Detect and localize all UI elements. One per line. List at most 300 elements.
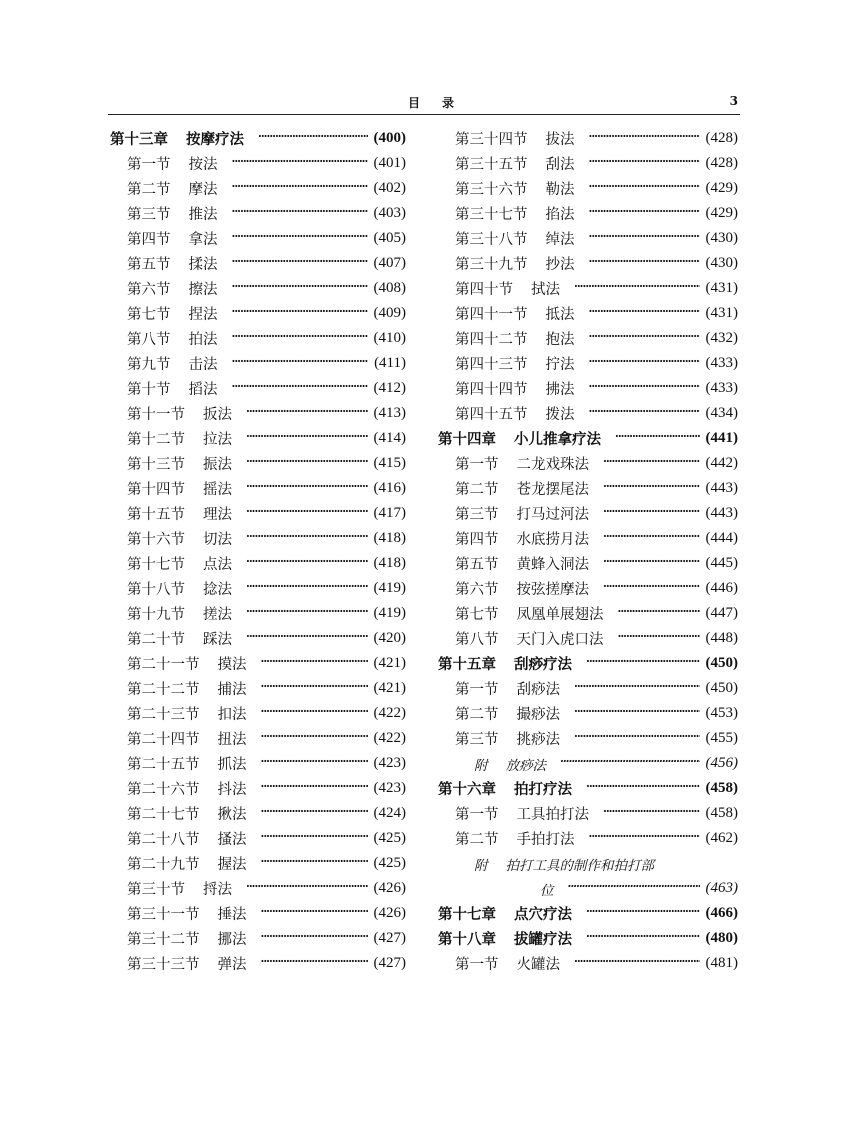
entry-page: (408) (373, 280, 406, 296)
entry-number: 第三十九节 (455, 257, 528, 273)
entry-page: (422) (373, 705, 406, 721)
toc-entry-section[interactable] (110, 151, 406, 176)
dot-leader (261, 707, 368, 721)
dot-leader (603, 457, 700, 471)
entry-title: 拔罐疗法 (514, 931, 572, 948)
entry-number: 第六节 (455, 582, 499, 598)
entry-number: 第八节 (127, 332, 171, 348)
dot-leader (574, 957, 700, 971)
toc-entry-section[interactable] (110, 276, 406, 301)
dot-leader (261, 807, 368, 821)
entry-page: (458) (705, 780, 738, 796)
entry-number: 第四十节 (455, 282, 513, 298)
toc-entry-section[interactable] (438, 676, 738, 701)
entry-title: 拧法 (545, 357, 575, 373)
entry-number: 第四十一节 (455, 307, 528, 323)
entry-page: (431) (705, 305, 738, 321)
dot-leader (232, 232, 368, 246)
toc-entry-section[interactable] (110, 651, 406, 676)
entry-title: 扳法 (203, 407, 232, 423)
toc-entry-section[interactable] (438, 551, 738, 576)
toc-entry-section[interactable] (438, 251, 738, 276)
entry-title: 点法 (203, 557, 232, 573)
toc-left-column (110, 126, 406, 976)
toc-entry-section[interactable] (438, 801, 738, 826)
entry-number: 第五节 (455, 557, 499, 573)
toc-entry-section[interactable] (110, 626, 406, 651)
entry-title: 拍打疗法 (514, 781, 572, 798)
dot-leader (589, 207, 700, 221)
dot-leader (246, 607, 368, 621)
toc-entry-chapter[interactable] (438, 926, 738, 951)
entry-title: 天门入虎口法 (516, 632, 604, 648)
entry-number: 第八节 (455, 632, 499, 648)
entry-number: 第十七章 (438, 906, 496, 923)
entry-page: (448) (705, 630, 738, 646)
dot-leader (261, 932, 368, 946)
entry-title: 撮痧法 (516, 707, 560, 723)
header-page-number: 3 (729, 94, 738, 108)
dot-leader (589, 132, 700, 146)
dot-leader (589, 307, 700, 321)
entry-page: (429) (705, 205, 738, 221)
entry-number: 第三十三节 (127, 957, 200, 973)
entry-number: 第十五章 (438, 656, 496, 673)
toc-entry-section[interactable] (110, 251, 406, 276)
entry-page: (427) (373, 930, 406, 946)
entry-page: (481) (705, 955, 738, 971)
toc-entry-section[interactable] (110, 426, 406, 451)
toc-entry-section[interactable] (438, 351, 738, 376)
dot-leader (586, 782, 700, 796)
entry-page: (425) (373, 855, 406, 871)
entry-page: (434) (705, 405, 738, 421)
entry-title: 搓法 (203, 607, 232, 623)
entry-title: 推法 (188, 207, 218, 223)
entry-title: 揉法 (188, 257, 218, 273)
toc-entry-section[interactable] (110, 401, 406, 426)
entry-title: 苍龙摆尾法 (516, 482, 589, 498)
entry-number: 第一节 (455, 807, 499, 823)
entry-number: 第十三节 (127, 457, 185, 473)
entry-title: 拭法 (531, 282, 560, 298)
dot-leader (261, 957, 368, 971)
entry-page: (412) (373, 380, 406, 396)
dot-leader (589, 182, 700, 196)
dot-leader (574, 732, 700, 746)
entry-number: 第四十四节 (455, 382, 528, 398)
dot-leader (232, 157, 368, 171)
entry-number: 第三节 (127, 207, 171, 223)
entry-number: 第一节 (455, 957, 499, 973)
entry-number: 第四十二节 (455, 332, 528, 348)
entry-number: 第二十二节 (127, 682, 200, 698)
dot-leader (574, 707, 700, 721)
dot-leader (232, 207, 368, 221)
dot-leader (574, 282, 700, 296)
entry-page: (414) (373, 430, 406, 446)
dot-leader (246, 432, 368, 446)
entry-number: 第二节 (455, 482, 499, 498)
entry-page: (463) (705, 880, 738, 896)
toc-right-column (438, 126, 738, 976)
entry-number: 第二十九节 (127, 857, 200, 873)
entry-number: 第十一节 (127, 407, 185, 423)
toc-entry-section[interactable] (438, 501, 738, 526)
entry-page: (442) (705, 455, 738, 471)
entry-page: (428) (705, 155, 738, 171)
entry-number: 第十四节 (127, 482, 185, 498)
entry-number: 第十节 (127, 382, 171, 398)
entry-number: 第一节 (127, 157, 171, 173)
toc-entry-section[interactable] (438, 951, 738, 976)
entry-title: 抵法 (545, 307, 575, 323)
dot-leader (261, 832, 368, 846)
entry-number: 第十六节 (127, 532, 185, 548)
toc-entry-section[interactable] (110, 826, 406, 851)
entry-page: (426) (373, 880, 406, 896)
dot-leader (246, 457, 368, 471)
toc-entry-section[interactable] (438, 401, 738, 426)
toc-entry-section[interactable] (438, 376, 738, 401)
toc-entry-section[interactable] (110, 851, 406, 876)
toc-entry-section[interactable] (110, 551, 406, 576)
toc-entry-appendix[interactable] (438, 751, 738, 776)
dot-leader (586, 907, 700, 921)
entry-number: 附 (474, 857, 488, 874)
entry-number: 附 (474, 757, 488, 774)
entry-title: 位 (540, 882, 554, 899)
entry-title: 踩法 (203, 632, 232, 648)
toc-entry-section[interactable] (438, 476, 738, 501)
entry-number: 第一节 (455, 682, 499, 698)
entry-page: (432) (705, 330, 738, 346)
entry-page: (466) (705, 905, 738, 921)
dot-leader (618, 607, 700, 621)
toc-entry-section[interactable] (110, 176, 406, 201)
toc-entry-section[interactable] (438, 451, 738, 476)
toc-entry-section[interactable] (438, 151, 738, 176)
entry-number: 第十八章 (438, 931, 496, 948)
dot-leader (261, 757, 368, 771)
dot-leader (603, 482, 700, 496)
dot-leader (258, 132, 368, 146)
toc-entry-section[interactable] (438, 226, 738, 251)
entry-page: (443) (705, 480, 738, 496)
toc-entry-chapter[interactable] (438, 901, 738, 926)
entry-page: (400) (373, 130, 406, 146)
entry-page: (427) (373, 955, 406, 971)
entry-title: 水底捞月法 (516, 532, 589, 548)
entry-title: 按摩疗法 (186, 131, 244, 148)
toc-entry-cont[interactable] (438, 876, 738, 901)
entry-title: 振法 (203, 457, 232, 473)
toc-entry-section[interactable] (438, 601, 738, 626)
dot-leader (589, 232, 700, 246)
entry-page: (462) (705, 830, 738, 846)
entry-page: (443) (705, 505, 738, 521)
entry-page: (450) (705, 655, 738, 671)
entry-number: 第四节 (455, 532, 499, 548)
dot-leader (586, 932, 700, 946)
toc-entry-section[interactable] (438, 701, 738, 726)
entry-page: (444) (705, 530, 738, 546)
toc-entry-chapter[interactable] (438, 426, 738, 451)
entry-title: 击法 (188, 357, 218, 373)
dot-leader (589, 357, 700, 371)
toc-entry-section[interactable] (438, 826, 738, 851)
toc-entry-section[interactable] (438, 176, 738, 201)
entry-title: 工具拍打法 (516, 807, 589, 823)
toc-entry-section[interactable] (110, 226, 406, 251)
toc-entry-section[interactable] (110, 451, 406, 476)
entry-number: 第三十节 (127, 882, 185, 898)
dot-leader (246, 582, 368, 596)
entry-page: (405) (373, 230, 406, 246)
entry-number: 第三十七节 (455, 207, 528, 223)
entry-title: 搔法 (217, 832, 247, 848)
toc-entry-section[interactable] (110, 876, 406, 901)
toc-entry-section[interactable] (110, 301, 406, 326)
header-title: 目录 (408, 96, 477, 110)
toc-entry-section[interactable] (110, 351, 406, 376)
entry-title: 拍打工具的制作和拍打部 (505, 857, 654, 874)
entry-title: 挪法 (217, 932, 247, 948)
entry-title: 捋法 (203, 882, 232, 898)
toc-entry-chapter[interactable] (438, 651, 738, 676)
entry-number: 第二节 (455, 707, 499, 723)
toc-entry-section[interactable] (110, 201, 406, 226)
toc-entry-section[interactable] (110, 501, 406, 526)
entry-title: 刮法 (545, 157, 575, 173)
entry-page: (428) (705, 130, 738, 146)
entry-number: 第三十四节 (455, 132, 528, 148)
entry-title: 拨法 (545, 407, 575, 423)
entry-page: (423) (373, 780, 406, 796)
entry-title: 打马过河法 (516, 507, 589, 523)
dot-leader (246, 407, 368, 421)
entry-number: 第二十七节 (127, 807, 200, 823)
toc-entry-section[interactable] (110, 376, 406, 401)
dot-leader (232, 307, 368, 321)
dot-leader (586, 657, 700, 671)
entry-number: 第二十六节 (127, 782, 200, 798)
entry-title: 摇法 (203, 482, 232, 498)
toc-entry-section[interactable] (110, 751, 406, 776)
entry-title: 黄蜂入洞法 (516, 557, 589, 573)
dot-leader (574, 682, 700, 696)
toc-entry-section[interactable] (110, 676, 406, 701)
entry-title: 摩法 (188, 182, 218, 198)
entry-title: 勒法 (545, 182, 575, 198)
entry-number: 第七节 (455, 607, 499, 623)
entry-title: 二龙戏珠法 (516, 457, 589, 473)
toc-entry-section[interactable] (110, 726, 406, 751)
entry-title: 抄法 (545, 257, 575, 273)
entry-number: 第七节 (127, 307, 171, 323)
dot-leader (589, 332, 700, 346)
dot-leader (261, 782, 368, 796)
entry-number: 第三十五节 (455, 157, 528, 173)
entry-page: (410) (373, 330, 406, 346)
toc-entry-section[interactable] (110, 476, 406, 501)
dot-leader (246, 632, 368, 646)
dot-leader (568, 882, 700, 896)
entry-number: 第十六章 (438, 781, 496, 798)
dot-leader (589, 157, 700, 171)
entry-title: 摸法 (217, 657, 247, 673)
toc-entry-section[interactable] (438, 526, 738, 551)
entry-title: 拿法 (188, 232, 218, 248)
entry-page: (446) (705, 580, 738, 596)
toc-entry-section[interactable] (110, 926, 406, 951)
entry-title: 刮痧法 (516, 682, 560, 698)
entry-page: (403) (373, 205, 406, 221)
entry-page: (458) (705, 805, 738, 821)
dot-leader (261, 682, 368, 696)
entry-number: 第六节 (127, 282, 171, 298)
toc-entry-chapter[interactable] (110, 126, 406, 151)
entry-title: 切法 (203, 532, 232, 548)
dot-leader (603, 557, 700, 571)
toc-entry-section[interactable] (110, 951, 406, 976)
entry-number: 第二十四节 (127, 732, 200, 748)
dot-leader (232, 332, 368, 346)
entry-title: 拍法 (188, 332, 218, 348)
toc-entry-section[interactable] (110, 326, 406, 351)
entry-title: 扭法 (217, 732, 247, 748)
toc-entry-section[interactable] (110, 576, 406, 601)
dot-leader (246, 882, 368, 896)
entry-title: 掐法 (545, 207, 575, 223)
entry-title: 扣法 (217, 707, 247, 723)
entry-number: 第十四章 (438, 431, 496, 448)
entry-number: 第十五节 (127, 507, 185, 523)
dot-leader (603, 532, 700, 546)
entry-title: 绰法 (545, 232, 575, 248)
entry-page: (433) (705, 380, 738, 396)
dot-leader (261, 732, 368, 746)
entry-page: (423) (373, 755, 406, 771)
toc-entry-section[interactable] (438, 201, 738, 226)
entry-title: 理法 (203, 507, 232, 523)
entry-page: (426) (373, 905, 406, 921)
toc-entry-section[interactable] (438, 301, 738, 326)
toc-entry-section[interactable] (110, 801, 406, 826)
toc-entry-section[interactable] (110, 776, 406, 801)
dot-leader (603, 807, 700, 821)
dot-leader (246, 482, 368, 496)
entry-page: (420) (373, 630, 406, 646)
entry-page: (453) (705, 705, 738, 721)
entry-number: 第三十八节 (455, 232, 528, 248)
entry-number: 第三节 (455, 507, 499, 523)
toc-entry-chapter[interactable] (438, 776, 738, 801)
dot-leader (589, 407, 700, 421)
dot-leader (232, 257, 368, 271)
entry-page: (401) (373, 155, 406, 171)
dot-leader (618, 632, 700, 646)
entry-title: 按法 (188, 157, 218, 173)
entry-title: 刮痧疗法 (514, 656, 572, 673)
entry-page: (480) (705, 930, 738, 946)
entry-page: (441) (705, 430, 738, 446)
entry-title: 按弦搓摩法 (516, 582, 589, 598)
dot-leader (261, 657, 368, 671)
entry-page: (433) (705, 355, 738, 371)
entry-title: 捻法 (203, 582, 232, 598)
toc-entry-section[interactable] (110, 901, 406, 926)
toc-entry-section[interactable] (110, 526, 406, 551)
entry-title: 捕法 (217, 682, 247, 698)
dot-leader (603, 507, 700, 521)
entry-number: 第九节 (127, 357, 171, 373)
entry-page: (409) (373, 305, 406, 321)
toc-entry-section[interactable] (438, 126, 738, 151)
dot-leader (261, 857, 368, 871)
toc-entry-section[interactable] (110, 701, 406, 726)
dot-leader (232, 357, 369, 371)
entry-number: 第三十六节 (455, 182, 528, 198)
entry-title: 挑痧法 (516, 732, 560, 748)
toc-entry-section[interactable] (438, 276, 738, 301)
entry-number: 第二节 (455, 832, 499, 848)
toc-entry-section[interactable] (438, 576, 738, 601)
entry-number: 第二十一节 (127, 657, 200, 673)
entry-page: (418) (373, 555, 406, 571)
entry-title: 拔法 (545, 132, 575, 148)
toc-entry-section[interactable] (438, 326, 738, 351)
dot-leader (246, 557, 368, 571)
entry-number: 第二节 (127, 182, 171, 198)
entry-page: (415) (373, 455, 406, 471)
entry-number: 第三十一节 (127, 907, 200, 923)
entry-title: 抓法 (217, 757, 247, 773)
dot-leader (232, 382, 368, 396)
entry-page: (450) (705, 680, 738, 696)
entry-title: 抱法 (545, 332, 575, 348)
page-header (108, 92, 740, 115)
entry-title: 火罐法 (516, 957, 560, 973)
entry-number: 第二十五节 (127, 757, 200, 773)
entry-page: (455) (705, 730, 738, 746)
dot-leader (560, 757, 700, 771)
toc-entry-section[interactable] (110, 601, 406, 626)
entry-title: 握法 (217, 857, 247, 873)
entry-page: (424) (373, 805, 406, 821)
entry-page: (447) (705, 605, 738, 621)
entry-page: (416) (373, 480, 406, 496)
entry-page: (431) (705, 280, 738, 296)
entry-number: 第十八节 (127, 582, 185, 598)
entry-page: (419) (373, 605, 406, 621)
entry-page: (430) (705, 255, 738, 271)
entry-page: (425) (373, 830, 406, 846)
entry-title: 手拍打法 (516, 832, 575, 848)
entry-title: 拉法 (203, 432, 232, 448)
toc-entry-appendix[interactable] (438, 851, 738, 876)
entry-title: 揪法 (217, 807, 247, 823)
entry-number: 第二十节 (127, 632, 185, 648)
entry-title: 放痧法 (505, 757, 546, 774)
dot-leader (589, 257, 700, 271)
entry-number: 第四十五节 (455, 407, 528, 423)
entry-page: (421) (373, 680, 406, 696)
entry-number: 第四节 (127, 232, 171, 248)
toc-entry-section[interactable] (438, 626, 738, 651)
toc-entry-section[interactable] (438, 726, 738, 751)
entry-title: 捏法 (188, 307, 218, 323)
